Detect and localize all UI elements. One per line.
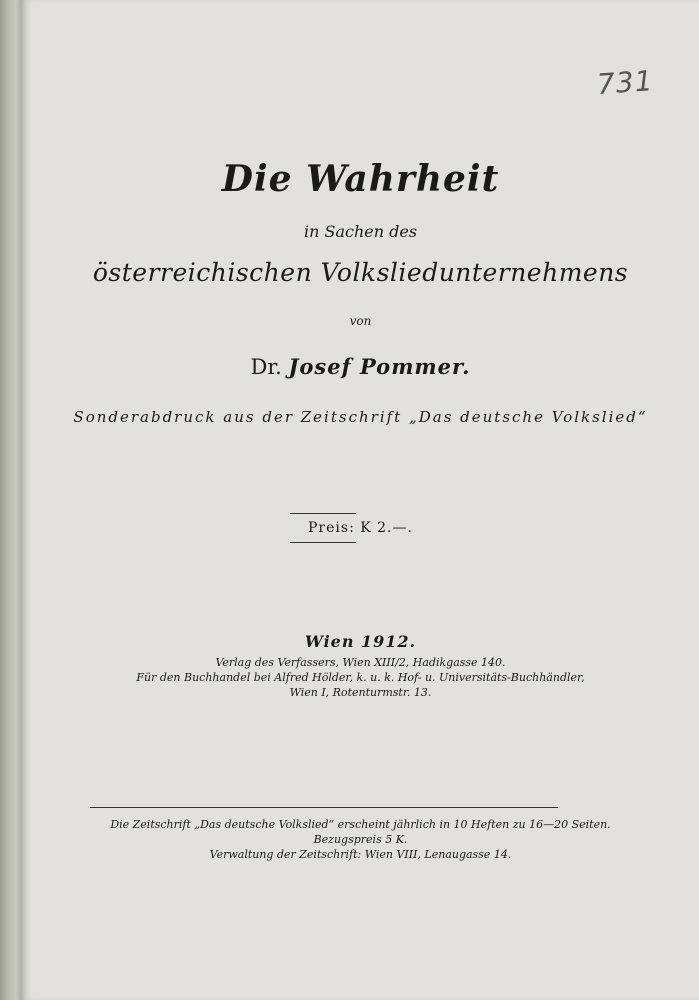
title-page xyxy=(22,0,699,1000)
price-rule-bottom xyxy=(290,542,356,543)
page-title: Die Wahrheit xyxy=(221,158,500,200)
footer-line-2: Bezugspreis 5 K. xyxy=(313,833,408,846)
subtitle-line-1: in Sachen des xyxy=(303,222,418,241)
book-spine xyxy=(0,0,23,1000)
footer-line-3: Verwaltung der Zeitschrift: Wien VIII, Lenaugasse 14. xyxy=(209,848,512,861)
author xyxy=(22,354,699,379)
reprint-note: Sonderabdruck aus der Zeitschrift „Das deutsche Volkslied“ xyxy=(73,408,648,426)
footer-rule xyxy=(90,807,558,808)
publisher-line-1: Verlag des Verfassers, Wien XIII/2, Hadikgasse 140. xyxy=(215,656,506,669)
publisher-line-2: Für den Buchhandel bei Alfred Hölder, k. u. k. Hof- u. Universitäts-Buchhändler, xyxy=(136,671,585,684)
subtitle-line-2: österreichischen Volksliedunternehmens xyxy=(92,258,629,287)
price: Preis: K 2.—. xyxy=(308,520,413,536)
by-word: von xyxy=(349,314,372,328)
footer-line-1: Die Zeitschrift „Das deutsche Volkslied“ erscheint jährlich in 10 Heften zu 16—20 Seiten. xyxy=(110,818,611,831)
price-rule-top xyxy=(290,513,356,514)
author-name: Josef Pommer. xyxy=(288,354,471,379)
author-prefix: Dr. xyxy=(250,355,282,379)
city-year: Wien 1912. xyxy=(304,632,417,651)
handwritten-note: 731 xyxy=(595,64,655,101)
publisher-line-3: Wien I, Rotenturmstr. 13. xyxy=(289,686,432,699)
